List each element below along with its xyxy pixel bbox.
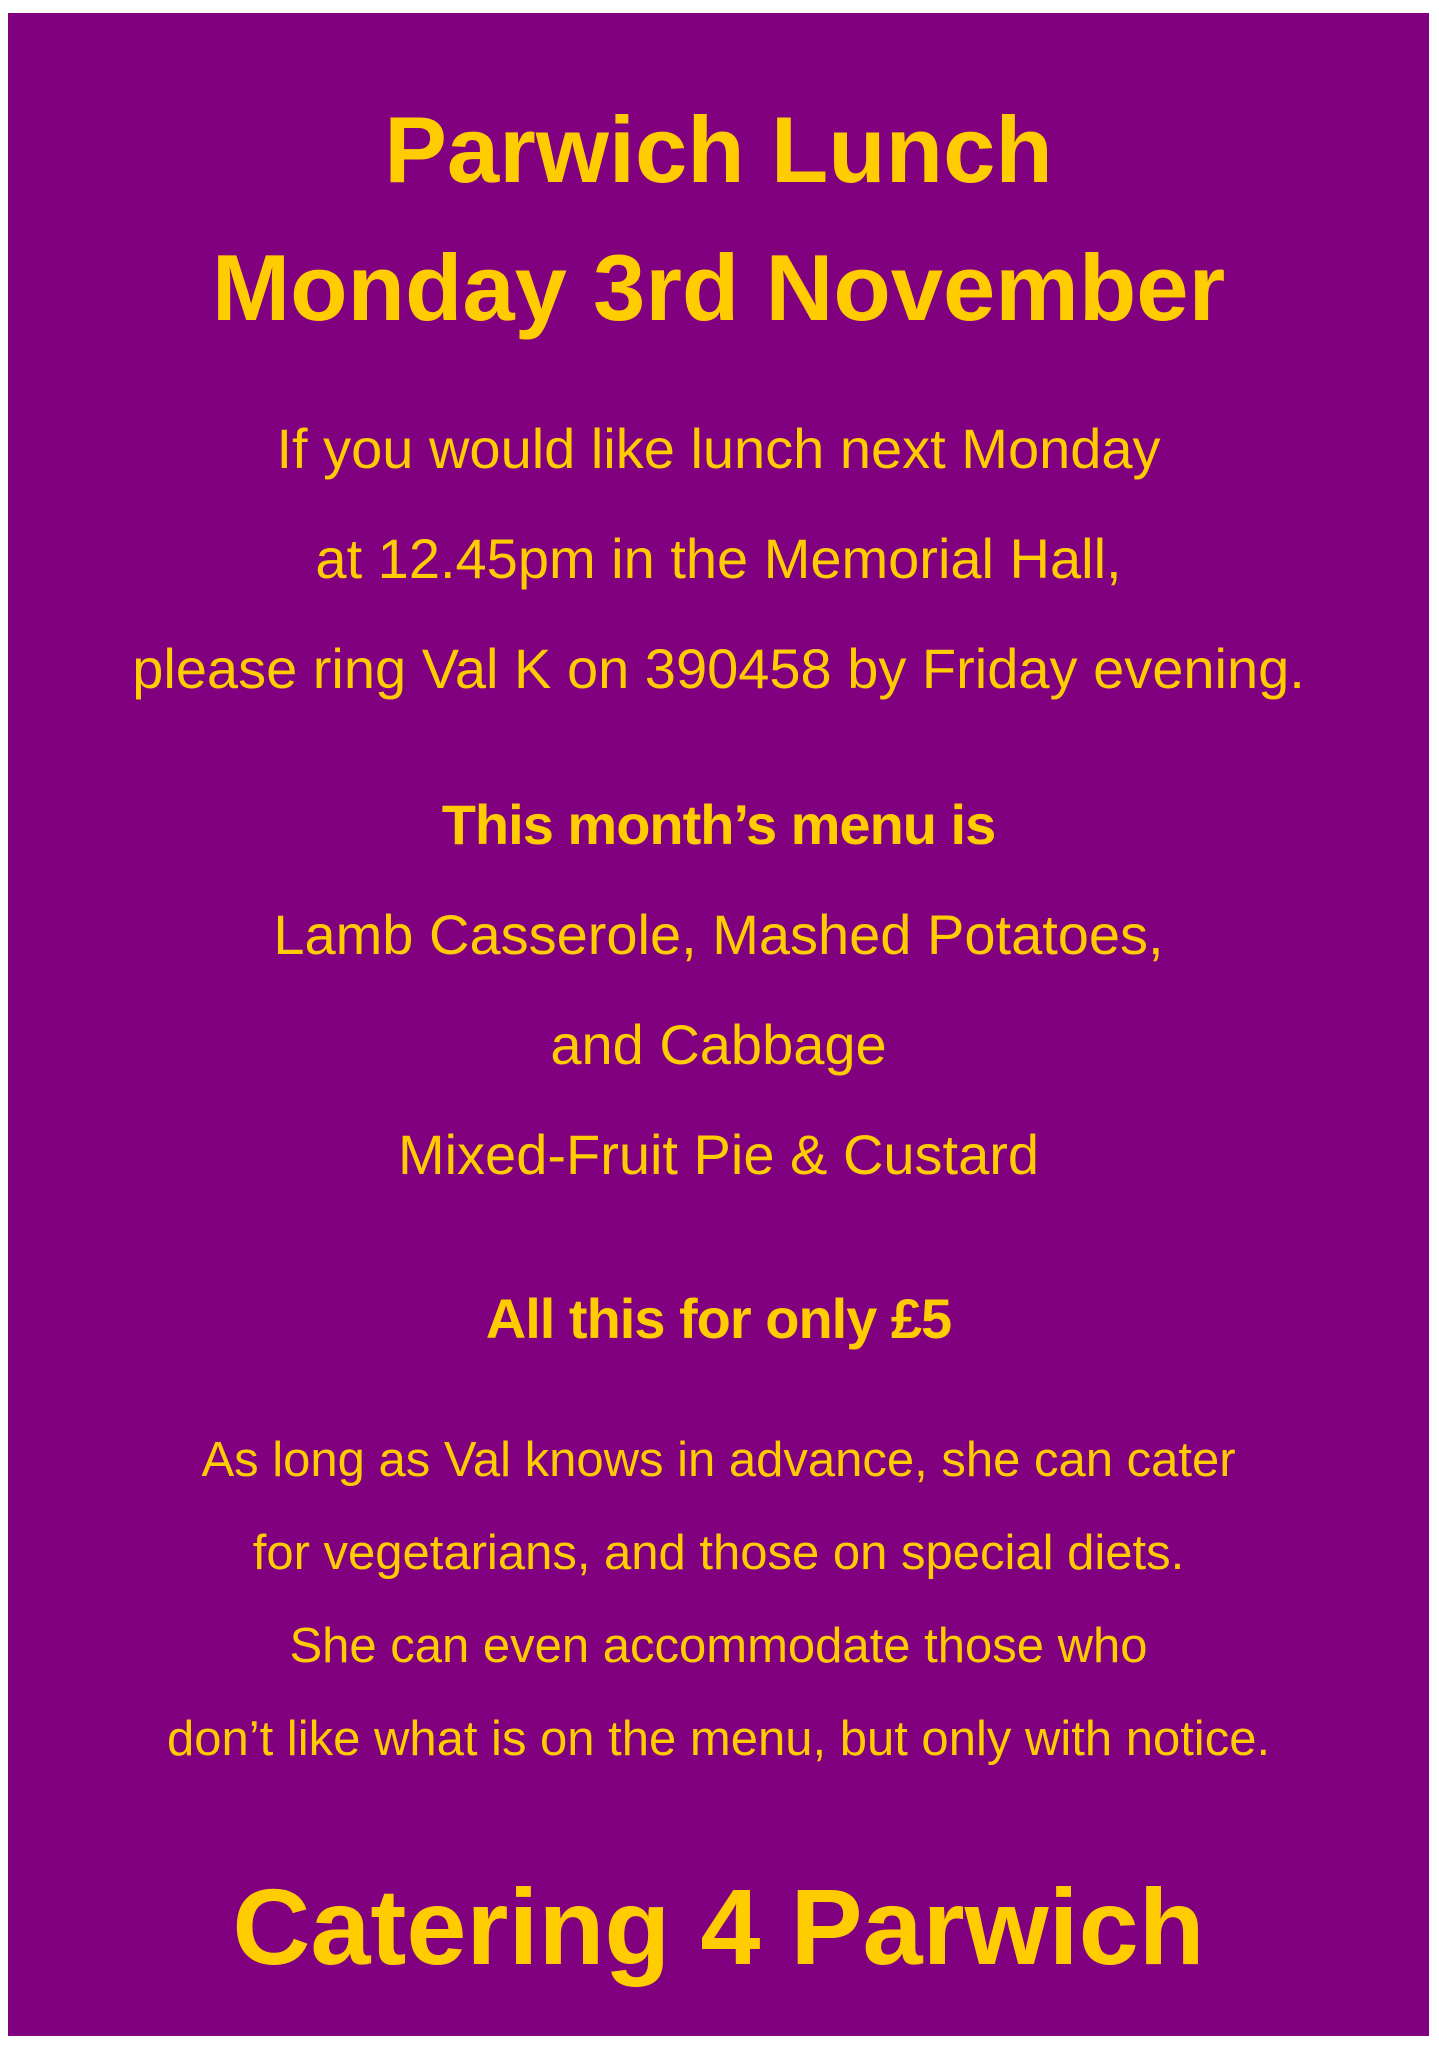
diet-line-1: As long as Val knows in advance, she can cater <box>201 1433 1236 1487</box>
menu-item-dessert: Mixed-Fruit Pie & Custard <box>397 1123 1040 1186</box>
poster-title: Parwich Lunch <box>384 97 1053 202</box>
diet-line-2: for vegetarians, and those on special diets. <box>252 1526 1185 1580</box>
diet-line-3: She can even accommodate those who <box>289 1619 1148 1673</box>
menu-heading: This month’s menu is <box>441 793 996 856</box>
menu-item-side: and Cabbage <box>550 1013 887 1076</box>
poster-footer: Catering 4 Parwich <box>232 1866 1205 1987</box>
lunch-poster <box>8 13 1429 2036</box>
menu-item-main: Lamb Casserole, Mashed Potatoes, <box>273 903 1164 966</box>
poster-date: Monday 3rd November <box>211 235 1226 340</box>
invite-line-2: at 12.45pm in the Memorial Hall, <box>315 527 1122 590</box>
price-line: All this for only £5 <box>485 1287 952 1350</box>
invite-line-1: If you would like lunch next Monday <box>276 417 1161 480</box>
invite-line-3: please ring Val K on 390458 by Friday evening. <box>132 637 1305 700</box>
diet-line-4: don’t like what is on the menu, but only with notice. <box>166 1712 1271 1766</box>
